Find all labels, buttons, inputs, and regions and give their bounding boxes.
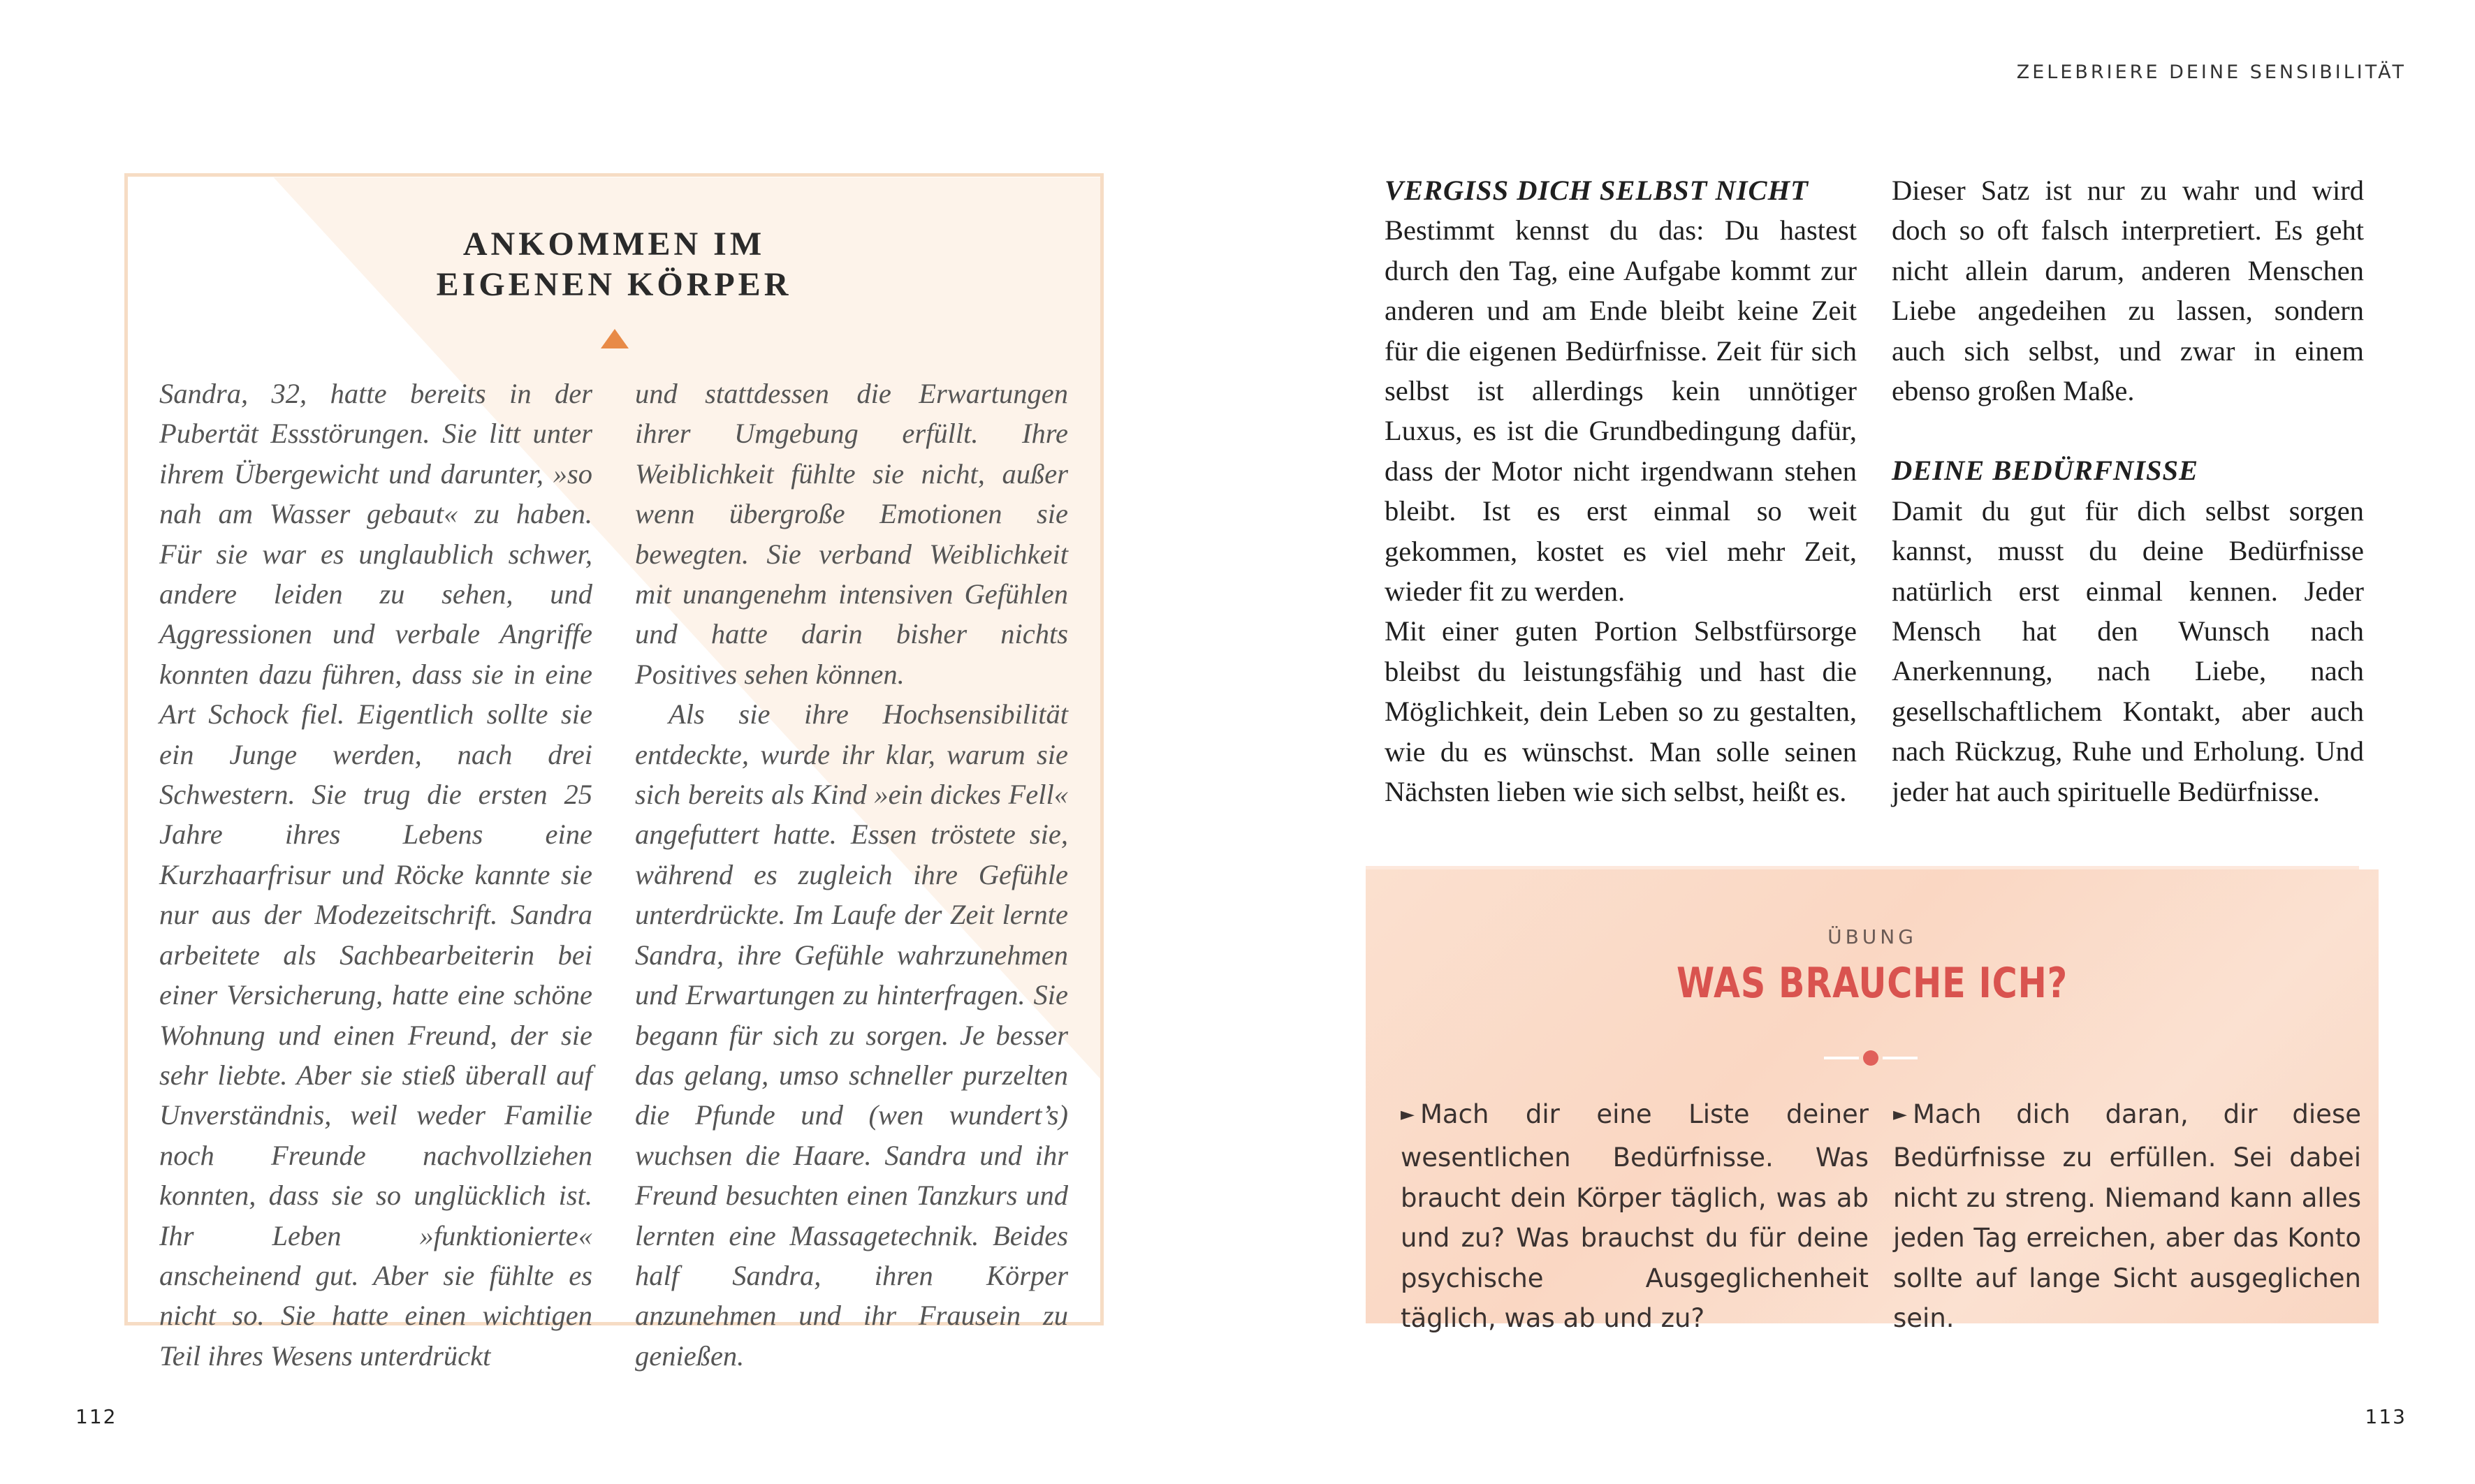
exercise-item-1: ► Mach dir eine Liste deiner wesentlichen Bedürfnisse. Was braucht dein Körper täglich, was ab und zu? Was brauchst du für deine psychische Ausgeglichenheit täglich, was ab und zu? bbox=[1401, 1099, 1869, 1334]
exercise-item-2: ► Mach dich daran, dir diese Bedürfnisse zu erfüllen. Sei dabei nicht zu streng. Niemand kann alles jeden Tag erreichen, aber das Konto sollte auf lange Sicht ausgeglichen sein. bbox=[1893, 1099, 2361, 1334]
exercise-kicker: ÜBUNG bbox=[1827, 925, 1917, 948]
article-column-1: VERGISS DICH SELBST NICHT Bestimmt kennst du das: Du hastest durch den Tag, eine Aufgabe kommt zur anderen und am Ende bleibt keine Zeit für die eigenen Bedürfnisse. Zeit für sich selbst ist allerdings kein unnötiger Luxus, es ist die Grundbedingung dafür, dass der Motor nicht irgendwann stehen bleibt. Ist es erst einmal so weit gekommen, kostet es viel mehr Zeit, wieder fit zu werden. Mit einer guten Portion Selbstfürsorge bleibst du leistungsfähig und hast die Möglichkeit, dein Leben so zu gestalten, wie du es wünschst. Man solle seinen Nächsten lieben wie sich selbst, heißt es. bbox=[1385, 170, 1857, 812]
exercise-box bbox=[1366, 869, 2379, 1334]
case-study-column-2: und stattdessen die Erwartungen ihrer Umgebung erfüllt. Ihre Weiblichkeit fühlte sie nicht, außer wenn übergroße Emotionen sie bewegten. Sie verband Weiblichkeit mit unangenehm intensiven Gefühlen und hatte darin bisher nichts Positives sehen können. Als sie ihre Hochsensibilität entdeckte, wurde ihr klar, warum sie sich bereits als Kind »ein dickes Fell« angefuttert hatte. Essen tröstete sie, während es zugleich ihre Gefühle unterdrückte. Im Laufe der Zeit lernte Sandra, ihre Gefühle wahrzunehmen und Erwartungen zu hinterfragen. Sie begann für sich zu sorgen. Je besser das gelang, umso schneller purzelten die Pfunde und (wen wundert’s) wuchsen die Haare. Sandra und ihr Freund besuchten einen Tanzkurs und lernten eine Massagetechnik. Beides half Sandra, ihren Körper anzunehmen und ihr Frausein zu genießen. bbox=[635, 378, 1068, 1372]
section-heading: VERGISS DICH SELBST NICHT bbox=[1385, 175, 1809, 206]
bullet-arrow-icon: ► bbox=[1401, 1104, 1415, 1125]
page-number-right: 113 bbox=[2365, 1405, 2407, 1428]
article-column-2: Dieser Satz ist nur zu wahr und wird doch so oft falsch interpretiert. Es geht nicht allein darum, anderen Menschen Liebe angedeihen zu lassen, sondern auch sich selbst, und zwar in einem ebenso großen Maße. DEINE BEDÜRFNISSE Damit du gut für dich selbst sorgen kannst, musst du deine Bedürfnisse natürlich erst einmal kennen. Jeder Mensch hat den Wunsch nach Anerkennung, nach Liebe, nach gesellschaftlichem Kontakt, aber auch nach Rückzug, Ruhe und Erholung. Und jeder hat auch spirituelle Bedürfnisse. bbox=[1892, 175, 2364, 807]
dot-divider-icon bbox=[1824, 1050, 1918, 1066]
case-study-title: ANKOMMEN IM EIGENEN KÖRPER bbox=[436, 226, 792, 303]
case-study-box bbox=[124, 173, 1104, 1372]
page-number-left: 112 bbox=[75, 1405, 117, 1428]
section-heading: DEINE BEDÜRFNISSE bbox=[1892, 455, 2199, 487]
exercise-title: WAS BRAUCHE ICH? bbox=[1677, 959, 2068, 1008]
running-head: ZELEBRIERE DEINE SENSIBILITÄT bbox=[2016, 61, 2407, 83]
bullet-arrow-icon: ► bbox=[1893, 1104, 1907, 1125]
triangle-marker-icon bbox=[601, 329, 629, 348]
case-study-column-1: Sandra, 32, hatte bereits in der Pubertät Essstörungen. Sie litt unter ihrem Übergewicht und darunter, »so nah am Wasser gebaut« zu haben. Für sie war es unglaublich schwer, andere leiden zu sehen, und Aggressionen und verbale Angriffe konnten dazu führen, dass sie in eine Art Schock fiel. Eigentlich sollte sie ein Junge werden, nach drei Schwestern. Sie trug die ersten 25 Jahre ihres Lebens eine Kurzhaarfrisur und Röcke kannte sie nur aus der Modezeitschrift. Sandra arbeitete als Sachbearbeiterin bei einer Versicherung, hatte eine schöne Wohnung und einen Freund, der sie sehr liebte. Aber sie stieß überall auf Unverständnis, weil weder Familie noch Freunde nachvollziehen konnten, dass sie so unglücklich ist. Ihr Leben »funktionierte« anscheinend gut. Aber sie fühlte es nicht so. Sie hatte einen wichtigen Teil ihres Wesens unterdrückt bbox=[159, 378, 592, 1372]
